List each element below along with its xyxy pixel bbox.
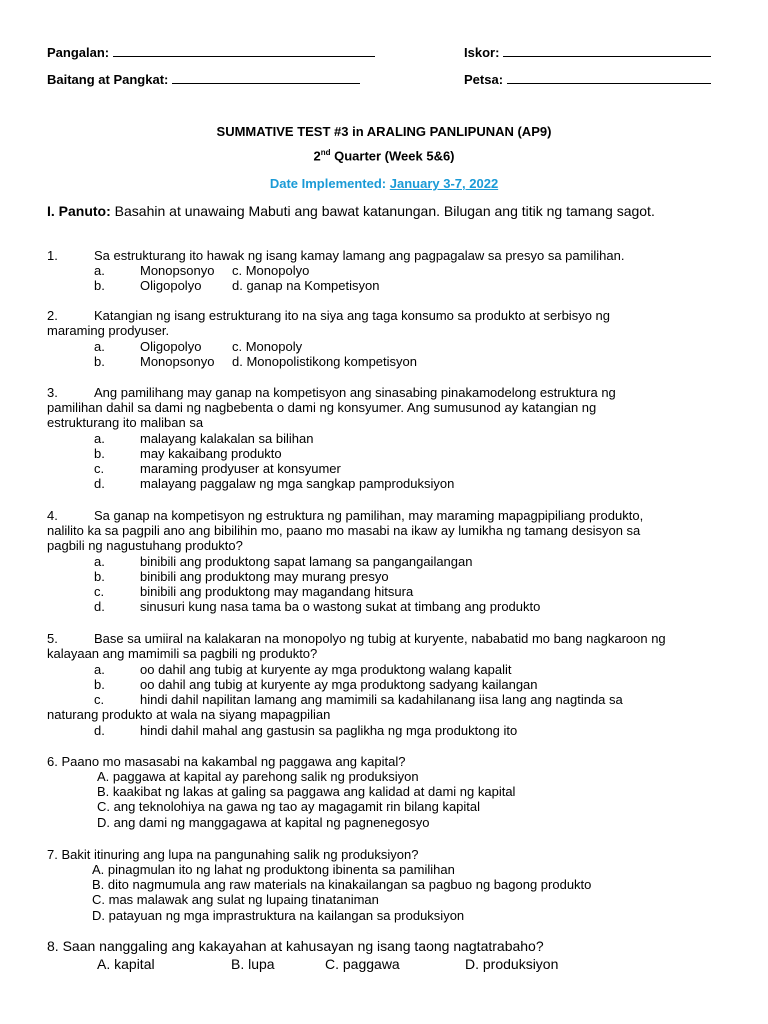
question-text-line-2: nalilito ka sa pagpili ano ang bibilihin mo, paano mo masabi na ikaw ay lumikha ng tamang desisyon sa	[47, 523, 641, 538]
option-b-text[interactable]: oo dahil ang tubig at kuryente ay mga produktong sadyang kailangan	[140, 677, 538, 692]
question-number: 2.	[47, 308, 58, 323]
date-implemented	[0, 176, 768, 191]
instructions-text: Basahin at unawaing Mabuti ang bawat katanungan. Bilugan ang titik ng tamang sagot.	[114, 203, 655, 219]
instructions-label: I. Panuto:	[47, 203, 111, 219]
option-a-letter[interactable]: a.	[94, 431, 105, 446]
question-text-line-1: Sa ganap na kompetisyon ng estruktura ng pamilihan, may maraming mapagpipiliang produkto,	[94, 508, 644, 523]
option-c[interactable]: C. ang teknolohiya na gawa ng tao ay magagamit rin bilang kapital	[97, 799, 481, 814]
option-b-letter[interactable]: b.	[94, 354, 105, 369]
question-text-line-3: estrukturang ito maliban sa	[47, 415, 204, 430]
option-c[interactable]: C. mas malawak ang sulat ng lupaing tinataniman	[92, 892, 379, 907]
date-blank[interactable]	[507, 71, 711, 84]
score-blank[interactable]	[503, 44, 711, 57]
option-c-text[interactable]: maraming prodyuser at konsyumer	[140, 461, 341, 476]
quarter-superscript: nd	[320, 148, 331, 157]
option-a[interactable]: A. kapital	[97, 956, 155, 972]
option-a-letter[interactable]: a.	[94, 662, 105, 677]
option-c-text[interactable]: c. Monopolyo	[232, 263, 310, 278]
option-a-letter[interactable]: a.	[94, 263, 105, 278]
option-d-letter[interactable]: d.	[94, 476, 105, 491]
question-2	[47, 308, 727, 370]
question-text-line-2: maraming prodyuser.	[47, 323, 170, 338]
option-a-text[interactable]: oo dahil ang tubig at kuryente ay mga produktong walang kapalit	[140, 662, 512, 677]
option-b-text[interactable]: Oligopolyo	[140, 278, 202, 293]
question-5	[47, 631, 747, 739]
name-label: Pangalan:	[47, 45, 110, 60]
question-6	[47, 754, 727, 834]
question-text: 6. Paano mo masasabi na kakambal ng paggawa ang kapital?	[47, 754, 406, 769]
option-d-text[interactable]: sinusuri kung nasa tama ba o wastong sukat at timbang ang produkto	[140, 599, 541, 614]
option-c-text-line-2[interactable]: naturang produkto at wala na siyang mapagpilian	[47, 707, 331, 722]
quarter-number: 2	[313, 148, 321, 164]
name-field	[47, 44, 375, 60]
quarter-title	[0, 148, 768, 163]
date-field	[464, 71, 711, 87]
name-blank[interactable]	[113, 44, 375, 57]
option-a[interactable]: A. pinagmulan ito ng lahat ng produktong ibinenta sa pamilihan	[92, 862, 455, 877]
option-b[interactable]: B. kaakibat ng lakas at galing sa paggawa ang kalidad at dami ng kapital	[97, 784, 516, 799]
date-label: Petsa:	[464, 72, 504, 87]
question-text: Sa estrukturang ito hawak ng isang kamay lamang ang pagpagalaw sa presyo sa pamilihan.	[94, 248, 625, 263]
option-a-letter[interactable]: a.	[94, 339, 105, 354]
test-title: SUMMATIVE TEST #3 in ARALING PANLIPUNAN (AP9)	[216, 124, 552, 139]
option-a-letter[interactable]: a.	[94, 554, 105, 569]
option-b-letter[interactable]: b.	[94, 677, 105, 692]
option-b-letter[interactable]: b.	[94, 278, 105, 293]
option-a-text[interactable]: malayang kalakalan sa bilihan	[140, 431, 314, 446]
question-8	[47, 938, 727, 978]
score-label: Iskor:	[464, 45, 500, 60]
option-b-text[interactable]: Monopsonyo	[140, 354, 215, 369]
grade-section-field	[47, 71, 360, 87]
option-a-text[interactable]: Oligopolyo	[140, 339, 202, 354]
option-a-text[interactable]: binibili ang produktong sapat lamang sa pangangailangan	[140, 554, 473, 569]
instructions	[47, 203, 655, 219]
option-c-text[interactable]: hindi dahil napilitan lamang ang mamimili sa kadahilanang iisa lang ang nagtinda sa	[140, 692, 623, 707]
score-field	[464, 44, 711, 60]
option-c-text[interactable]: c. Monopoly	[232, 339, 303, 354]
option-b[interactable]: B. lupa	[231, 956, 275, 972]
question-4	[47, 508, 747, 616]
question-text-line-1: Ang pamilihang may ganap na kompetisyon ang sinasabing pinakamodelong estruktura ng	[94, 385, 616, 400]
option-c-letter[interactable]: c.	[94, 584, 105, 599]
question-number: 5.	[47, 631, 58, 646]
date-implemented-value[interactable]: January 3-7, 2022	[389, 176, 499, 191]
option-a-text[interactable]: Monopsonyo	[140, 263, 215, 278]
option-d[interactable]: D. patayuan ng mga imprastruktura na kailangan sa produksiyon	[92, 908, 465, 923]
option-d-text[interactable]: d. Monopolistikong kompetisyon	[232, 354, 417, 369]
quarter-rest: Quarter (Week 5&6)	[330, 148, 455, 164]
question-1	[47, 248, 727, 296]
question-text-line-1: Katangian ng isang estrukturang ito na siya ang taga konsumo sa produkto at serbisyo ng	[94, 308, 610, 323]
option-d-text[interactable]: d. ganap na Kompetisyon	[232, 278, 380, 293]
option-c-letter[interactable]: c.	[94, 461, 105, 476]
question-text: 7. Bakit itinuring ang lupa na pangunahing salik ng produksiyon?	[47, 847, 419, 862]
option-d-letter[interactable]: d.	[94, 599, 105, 614]
question-text-line-3: pagbili ng nagustuhang produkto?	[47, 538, 243, 553]
option-d-letter[interactable]: d.	[94, 723, 105, 738]
question-text-line-2: kalayaan ang mamimili sa pagbili ng produkto?	[47, 646, 318, 661]
option-b-text[interactable]: binibili ang produktong may murang presyo	[140, 569, 389, 584]
question-text-line-1: Base sa umiiral na kalakaran na monopolyo ng tubig at kuryente, nababatid mo bang nagkaroon ng	[94, 631, 666, 646]
date-implemented-label: Date Implemented:	[269, 176, 387, 191]
question-text-line-2: pamilihan dahil sa dami ng nagbebenta o dami ng konsyumer. Ang sumusunod ay katangian ng	[47, 400, 597, 415]
question-number: 1.	[47, 248, 58, 263]
question-text: 8. Saan nanggaling ang kakayahan at kahusayan ng isang taong nagtatrabaho?	[47, 938, 544, 954]
option-c-letter[interactable]: c.	[94, 692, 105, 707]
option-c-text[interactable]: binibili ang produktong may magandang hitsura	[140, 584, 414, 599]
option-b[interactable]: B. dito nagmumula ang raw materials na kinakailangan sa pagbuo ng bagong produkto	[92, 877, 592, 892]
question-3	[47, 385, 737, 493]
option-d[interactable]: D. produksiyon	[465, 956, 559, 972]
grade-section-blank[interactable]	[172, 71, 360, 84]
grade-section-label: Baitang at Pangkat:	[47, 72, 169, 87]
option-d-text[interactable]: malayang paggalaw ng mga sangkap pamproduksiyon	[140, 476, 455, 491]
question-number: 4.	[47, 508, 58, 523]
option-b-text[interactable]: may kakaibang produkto	[140, 446, 282, 461]
option-c[interactable]: C. paggawa	[325, 956, 400, 972]
question-7	[47, 847, 727, 927]
question-number: 3.	[47, 385, 58, 400]
option-b-letter[interactable]: b.	[94, 569, 105, 584]
option-d[interactable]: D. ang dami ng manggagawa at kapital ng pagnenegosyo	[97, 815, 430, 830]
option-d-text[interactable]: hindi dahil mahal ang gastusin sa paglikha ng mga produktong ito	[140, 723, 518, 738]
option-b-letter[interactable]: b.	[94, 446, 105, 461]
option-a[interactable]: A. paggawa at kapital ay parehong salik ng produksiyon	[97, 769, 419, 784]
